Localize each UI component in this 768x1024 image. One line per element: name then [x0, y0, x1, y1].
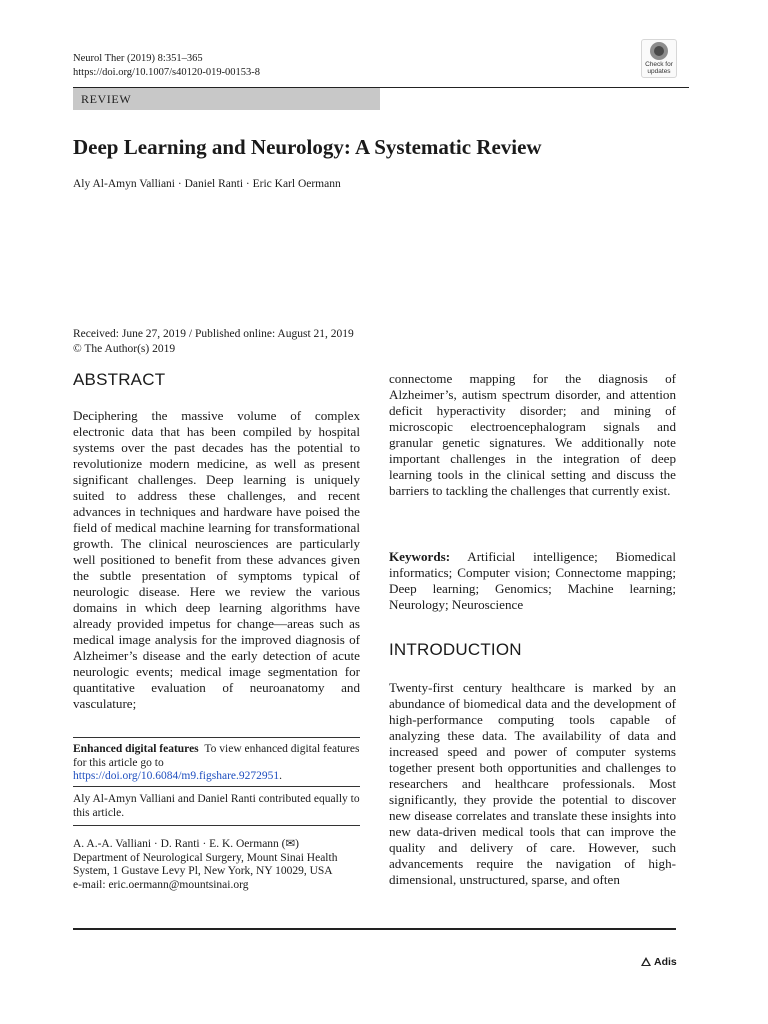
received-published: Received: June 27, 2019 / Published online: August 21, 2019	[73, 328, 354, 340]
copyright-line: © The Author(s) 2019	[73, 343, 176, 355]
notes-divider-1	[73, 737, 360, 738]
abstract-text-left: Deciphering the massive volume of complex electronic data that has been compiled by hospital systems over the past decades has the potential to revolutionize modern medicine, as well as present significant challenges. Deep learning is uniquely suited to address these challenges, and recent advances in techniques and hardware have poised the field of medical machine learning for transformational growth. The clinical neurosciences are particularly well positioned to benefit from these advances given the subtle presentation of symptoms typical of neurologic disease. Here we review the various domains in which deep learning algorithms have already provided impetus for change—areas such as medical image analysis for the improved diagnosis of Alzheimer’s disease and the early detection of acute neurologic events; medical image segmentation for quantitative evaluation of neuroanatomy and vasculature;	[73, 408, 360, 711]
figshare-link[interactable]: https://doi.org/10.6084/m9.figshare.9272951	[73, 770, 280, 782]
introduction-section	[389, 640, 676, 888]
keywords-list: Artificial intelligence; Biomedical informatics; Computer vision; Connectome mapping; Deep learning; Genomics; Machine learning; Neurology; Neuroscience	[389, 549, 676, 612]
article-type-band	[73, 88, 380, 110]
adis-triangle-icon	[641, 957, 651, 966]
crossmark-icon	[650, 42, 668, 60]
affiliation-block	[73, 838, 360, 892]
journal-citation: Neurol Ther (2019) 8:351–365	[73, 53, 203, 64]
author-list: Aly Al-Amyn Valliani · Daniel Ranti · Eric Karl Oermann	[73, 178, 341, 190]
equal-contribution-note: Aly Al-Amyn Valliani and Daniel Ranti contributed equally to this article.	[73, 793, 360, 819]
notes-divider-3	[73, 825, 360, 826]
abstract-heading: ABSTRACT	[73, 370, 166, 389]
journal-meta	[73, 52, 260, 80]
badge-label: Check for updates	[645, 61, 673, 75]
abstract-text-right: connectome mapping for the diagnosis of Alzheimer’s, autism spectrum disorder, and attention deficit hyperactivity disorder; and mining of microscopic electroencephalogram signals and granular genetic signatures. We additionally note important challenges in the integration of deep learning tools in the clinical setting and discuss the barriers to tackling the challenges that currently exist.	[389, 371, 676, 498]
affiliation-names: A. A.-A. Valliani · D. Ranti · E. K. Oermann (✉)	[73, 838, 299, 850]
introduction-heading: INTRODUCTION	[389, 640, 522, 659]
enhanced-label: Enhanced digital features	[73, 743, 199, 755]
affiliation-department: Department of Neurological Surgery, Mount Sinai Health System, 1 Gustave Levy Pl, New York, NY 10029, USA	[73, 851, 338, 877]
notes-divider-2	[73, 786, 360, 787]
enhanced-text: To view enhanced digital features for this article go to	[73, 743, 360, 769]
publisher-logo	[641, 956, 677, 968]
footer-divider	[73, 928, 676, 930]
enhanced-features-note: Enhanced digital features To view enhanced digital features for this article go to https://doi.org/10.6084/m9.figshare.9272951.	[73, 743, 360, 782]
keywords-label: Keywords:	[389, 549, 451, 564]
abstract-section	[73, 370, 360, 712]
introduction-text: Twenty-first century healthcare is marked by an abundance of biomedical data and the development of high-performance computing tools capable of analyzing these data. The availability of data and increased speed and power of computer systems together present both opportunities and challenges to researchers and healthcare professionals. Most significantly, they provide the potential to discover new disease correlates and translate these insights into new data-driven medical tools that can improve the quality and delivery of care. However, such advancements require the navigation of high-dimensional, unstructured, sparse, and often	[389, 680, 676, 887]
contact-email[interactable]: e-mail: eric.oermann@mountsinai.org	[73, 878, 249, 891]
article-type-label: REVIEW	[81, 92, 132, 106]
article-title: Deep Learning and Neurology: A Systematic Review	[73, 135, 542, 159]
doi-link[interactable]: https://doi.org/10.1007/s40120-019-00153-8	[73, 67, 261, 78]
keywords-block	[389, 549, 676, 613]
publication-dates	[73, 327, 413, 357]
check-for-updates-badge[interactable]	[641, 39, 677, 78]
publisher-name: Adis	[654, 956, 677, 968]
